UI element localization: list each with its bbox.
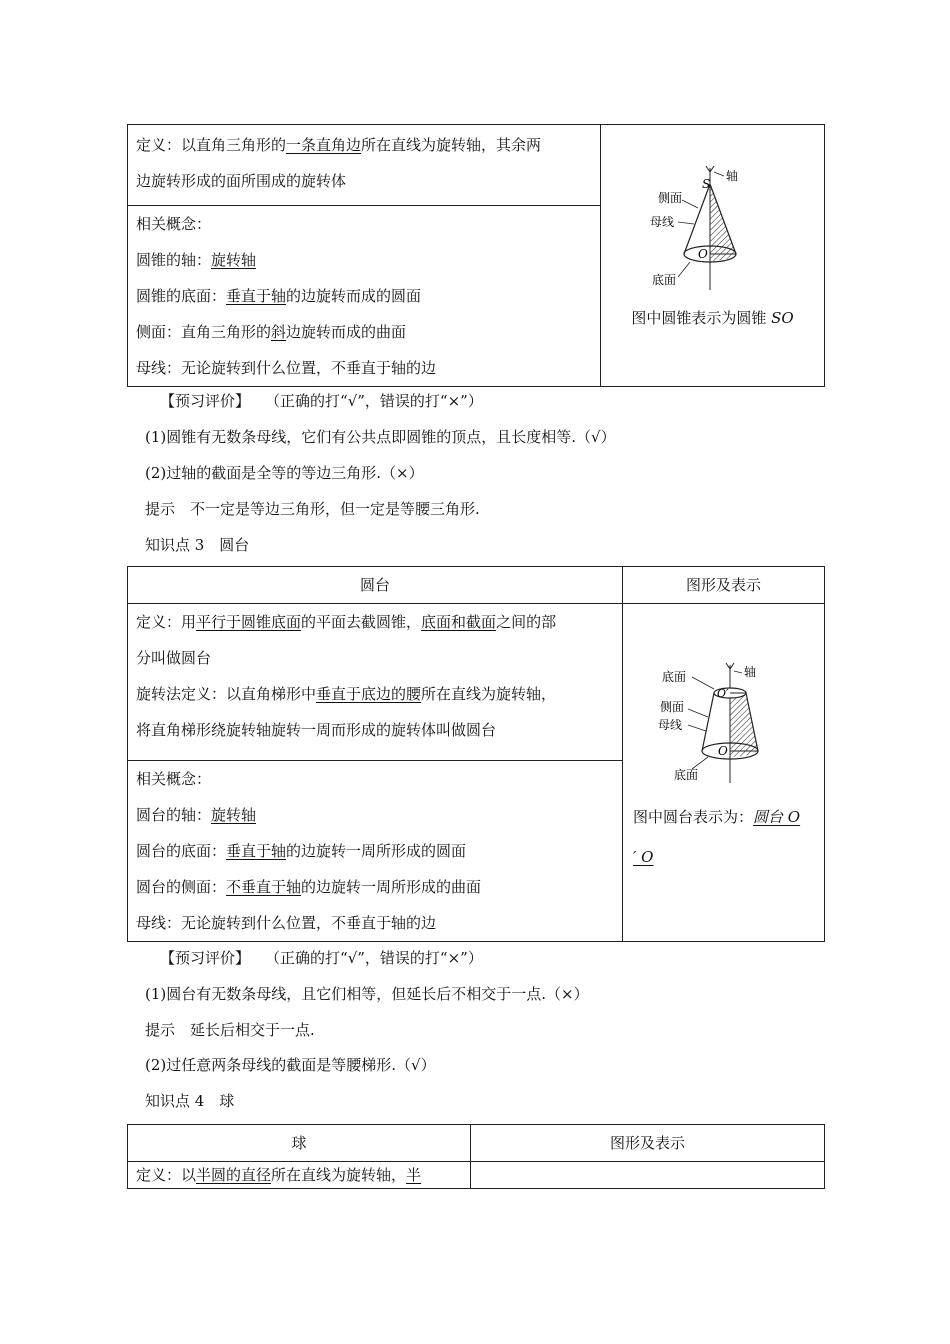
cone-axis: 圆锥的轴：旋转轴 bbox=[136, 251, 257, 269]
eval1-hint: 提示 不一定是等边三角形，但一定是等腰三角形. bbox=[145, 500, 480, 518]
sphere-figure-header: 图形及表示 bbox=[471, 1125, 825, 1162]
eval1-q1: (1)圆锥有无数条母线，它们有公共点即圆锥的顶点，且长度相等.（√） bbox=[145, 428, 616, 446]
frustum-side-label: 侧面 bbox=[659, 699, 684, 714]
eval2-heading: 【预习评价】 （正确的打“√”，错误的打“×”） bbox=[160, 949, 483, 967]
cone-definition-cell bbox=[128, 125, 601, 206]
cone-definition: 定义：以直角三角形的一条直角边所在直线为旋转轴，其余两 bbox=[136, 136, 542, 154]
cone-definition-line2: 边旋转形成的面所围成的旋转体 bbox=[136, 172, 347, 190]
frustum-definition-cell bbox=[128, 604, 623, 761]
cone-figure bbox=[648, 162, 778, 292]
frustum-generatrix: 母线：无论旋转到什么位置，不垂直于轴的边 bbox=[136, 914, 437, 932]
frustum-table bbox=[127, 566, 825, 942]
eval2-q1: (1)圆台有无数条母线，且它们相等，但延长后不相交于一点.（×） bbox=[145, 985, 589, 1003]
eval1-q2: (2)过轴的截面是全等的等边三角形.（×） bbox=[145, 464, 424, 482]
cone-axis-label: 轴 bbox=[725, 168, 738, 183]
frustum-top-center-label: O′ bbox=[716, 686, 729, 700]
cone-generatrix: 母线：无论旋转到什么位置，不垂直于轴的边 bbox=[136, 359, 437, 377]
frustum-generatrix-label: 母线 bbox=[657, 717, 682, 732]
frustum-rotation-line2: 将直角梯形绕旋转轴旋转一周而形成的旋转体叫做圆台 bbox=[136, 721, 497, 739]
frustum-rotation-definition: 旋转法定义：以直角梯形中垂直于底边的腰所在直线为旋转轴， bbox=[136, 685, 557, 703]
sphere-figure-cell bbox=[471, 1162, 825, 1189]
frustum-related-title: 相关概念： bbox=[136, 770, 212, 788]
frustum-definition: 定义：用平行于圆锥底面的平面去截圆锥，底面和截面之间的部 bbox=[136, 613, 557, 631]
cone-concepts-cell bbox=[128, 206, 601, 387]
frustum-caption: 图中圆台表示为：圆台 O ′ O bbox=[633, 807, 801, 866]
sphere-col-header: 球 bbox=[128, 1125, 471, 1162]
frustum-col-header: 圆台 bbox=[128, 567, 623, 604]
frustum-definition-line2: 分叫做圆台 bbox=[136, 649, 212, 667]
cone-base: 圆锥的底面：垂直于轴的边旋转而成的圆面 bbox=[136, 287, 422, 305]
kp4-heading: 知识点 4 球 bbox=[145, 1092, 235, 1110]
sphere-definition-cell: 定义：以半圆的直径所在直线为旋转轴，半 bbox=[128, 1162, 471, 1189]
cone-figure-cell bbox=[601, 125, 825, 387]
frustum-figure-cell bbox=[623, 604, 825, 942]
cone-generatrix-label: 母线 bbox=[649, 214, 674, 229]
eval1-heading: 【预习评价】 （正确的打“√”，错误的打“×”） bbox=[160, 392, 483, 410]
frustum-center-label: O bbox=[717, 743, 728, 758]
cone-vertex-label: S bbox=[701, 176, 710, 191]
frustum-figure bbox=[654, 661, 794, 785]
cone-side-label: 侧面 bbox=[657, 190, 682, 205]
frustum-top-label: 底面 bbox=[661, 669, 686, 684]
frustum-base: 圆台的底面：垂直于轴的边旋转一周所形成的圆面 bbox=[136, 842, 467, 860]
cone-related-title: 相关概念： bbox=[136, 215, 212, 233]
frustum-axis: 圆台的轴：旋转轴 bbox=[136, 806, 257, 824]
frustum-side: 圆台的侧面：不垂直于轴的边旋转一周所形成的曲面 bbox=[136, 878, 482, 896]
frustum-axis-label: 轴 bbox=[743, 664, 756, 679]
cone-table bbox=[127, 124, 825, 387]
frustum-base-label: 底面 bbox=[673, 767, 698, 782]
frustum-figure-header: 图形及表示 bbox=[623, 567, 825, 604]
eval2-hint: 提示 延长后相交于一点. bbox=[145, 1021, 315, 1039]
cone-side: 侧面：直角三角形的斜边旋转而成的曲面 bbox=[136, 323, 407, 341]
frustum-concepts-cell bbox=[128, 761, 623, 942]
cone-caption: 图中圆锥表示为圆锥 SO bbox=[631, 308, 794, 327]
sphere-table bbox=[127, 1124, 825, 1189]
kp3-heading: 知识点 3 圆台 bbox=[145, 536, 250, 554]
eval2-q2: (2)过任意两条母线的截面是等腰梯形.（√） bbox=[145, 1056, 436, 1074]
cone-base-label: 底面 bbox=[651, 272, 676, 287]
cone-center-label: O bbox=[697, 246, 708, 261]
